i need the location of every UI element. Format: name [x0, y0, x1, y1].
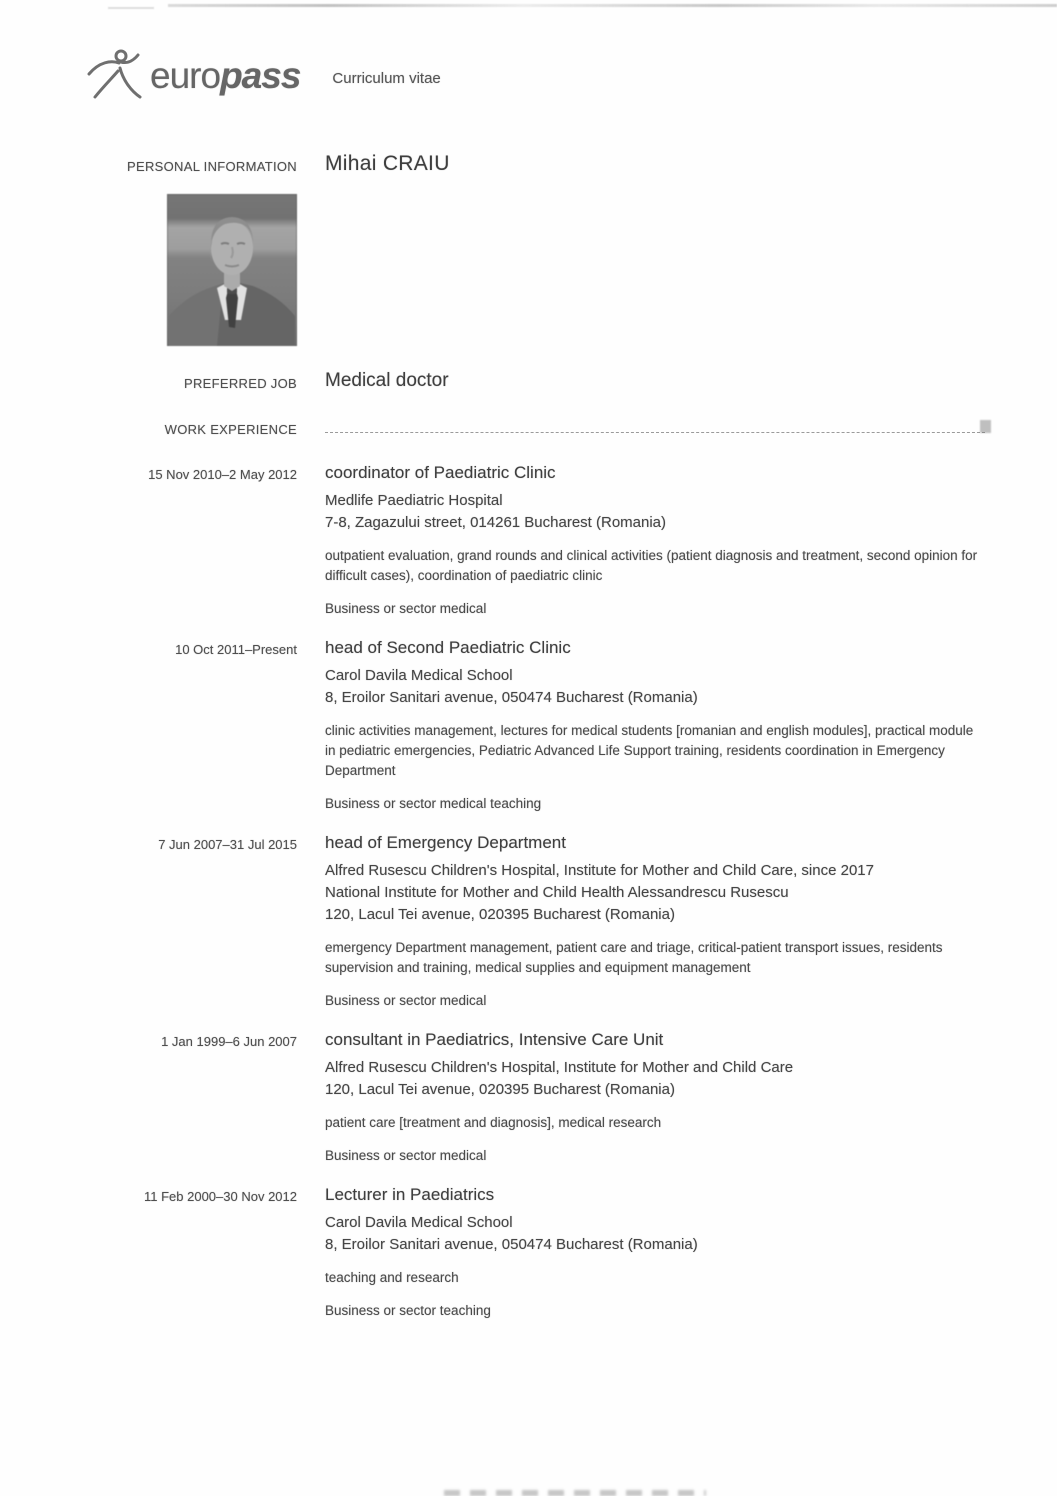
entry-org-line: Carol Davila Medical School: [325, 1214, 513, 1231]
person-name: Mihai CRAIU: [325, 152, 450, 175]
entry-description: patient care [treatment and diagnosis], medical research: [325, 1115, 662, 1130]
work-entry: [0, 1185, 1057, 1318]
scan-artifact-bottom-cutoff-text: [444, 1490, 706, 1496]
entry-description: outpatient evaluation, grand rounds and clinical activities (patient diagnosis and treatment, second opinion for difficult cases), coordination of paediatric clinic: [325, 548, 978, 583]
entry-description: emergency Department management, patient care and triage, critical-patient transport issues, residents supervision and training, medical supplies and equipment management: [325, 940, 943, 975]
personal-information-label: PERSONAL INFORMATION: [127, 159, 297, 174]
entry-org-line: 120, Lacul Tei avenue, 020395 Bucharest (Romania): [325, 1081, 675, 1098]
section-rule: [325, 432, 985, 433]
entry-body: [325, 833, 985, 1008]
entry-sector: Business or sector medical: [325, 601, 487, 616]
work-experience-heading-row: [0, 422, 1057, 437]
europass-logo: [86, 47, 300, 103]
work-entry: [0, 833, 1057, 1008]
entry-dates: 11 Feb 2000–30 Nov 2012: [144, 1189, 297, 1204]
entry-dates: 15 Nov 2010–2 May 2012: [148, 467, 297, 482]
scan-artifact-rule-end: [980, 420, 991, 433]
entry-organisation: [325, 860, 985, 926]
entry-organisation: [325, 490, 985, 534]
europass-figure-icon: [86, 47, 148, 103]
entry-body: [325, 463, 985, 616]
scan-artifact-top-speck: [108, 7, 154, 9]
entry-dates: 1 Jan 1999–6 Jun 2007: [161, 1034, 297, 1049]
entry-sector: Business or sector medical teaching: [325, 796, 542, 811]
entry-title: head of Second Paediatric Clinic: [325, 638, 571, 657]
entry-organisation: [325, 1057, 985, 1101]
entry-description: teaching and research: [325, 1270, 459, 1285]
entry-description: clinic activities management, lectures for medical students [romanian and english modules], practical module in pediatric emergencies, Pediatric Advanced Life Support training, residents coordination in Emergency Department: [325, 723, 974, 778]
entry-dates: 10 Oct 2011–Present: [175, 642, 297, 657]
entry-org-line: Medlife Paediatric Hospital: [325, 492, 503, 509]
work-experience-entries: [0, 463, 1057, 1318]
entry-title: coordinator of Paediatric Clinic: [325, 463, 556, 482]
entry-title: consultant in Paediatrics, Intensive Care Unit: [325, 1030, 664, 1049]
profile-photo: [167, 194, 297, 346]
document-type-label: Curriculum vitae: [332, 69, 441, 87]
photo-row: [0, 194, 1057, 346]
entry-organisation: [325, 1212, 985, 1256]
entry-title: head of Emergency Department: [325, 833, 566, 852]
preferred-job-value: Medical doctor: [325, 370, 449, 391]
entry-dates: 7 Jun 2007–31 Jul 2015: [158, 837, 297, 852]
photo-cell: [0, 194, 297, 346]
work-entry: [0, 1030, 1057, 1163]
entry-body: [325, 1030, 985, 1163]
entry-sector: Business or sector medical: [325, 993, 487, 1008]
entry-organisation: [325, 665, 985, 709]
entry-org-line: Alfred Rusescu Children's Hospital, Institute for Mother and Child Care, since 2017: [325, 862, 874, 879]
section-rule-wrap: [325, 422, 985, 437]
entry-org-line: National Institute for Mother and Child Health Alessandrescu Rusescu: [325, 884, 789, 901]
europass-wordmark: [150, 54, 301, 96]
work-entry: [0, 463, 1057, 616]
wordmark-euro: euro: [150, 54, 221, 96]
entry-org-line: 8, Eroilor Sanitari avenue, 050474 Bucharest (Romania): [325, 1236, 698, 1253]
preferred-job-label: PREFERRED JOB: [184, 376, 297, 391]
entry-body: [325, 1185, 985, 1318]
entry-org-line: 120, Lacul Tei avenue, 020395 Bucharest (Romania): [325, 906, 675, 923]
work-entry: [0, 638, 1057, 811]
header: [0, 0, 1057, 106]
personal-information-row: [0, 152, 1057, 176]
work-experience-label: WORK EXPERIENCE: [164, 422, 297, 437]
entry-org-line: Alfred Rusescu Children's Hospital, Institute for Mother and Child Care: [325, 1059, 794, 1076]
wordmark-pass: pass: [220, 54, 301, 96]
entry-org-line: 7-8, Zagazului street, 014261 Bucharest (Romania): [325, 514, 667, 531]
entry-body: [325, 638, 985, 811]
entry-title: Lecturer in Paediatrics: [325, 1185, 495, 1204]
entry-org-line: Carol Davila Medical School: [325, 667, 513, 684]
preferred-job-row: [0, 370, 1057, 392]
entry-sector: Business or sector teaching: [325, 1303, 491, 1318]
entry-org-line: 8, Eroilor Sanitari avenue, 050474 Bucharest (Romania): [325, 689, 698, 706]
scan-artifact-top-line: [168, 4, 1057, 7]
entry-sector: Business or sector medical: [325, 1148, 487, 1163]
